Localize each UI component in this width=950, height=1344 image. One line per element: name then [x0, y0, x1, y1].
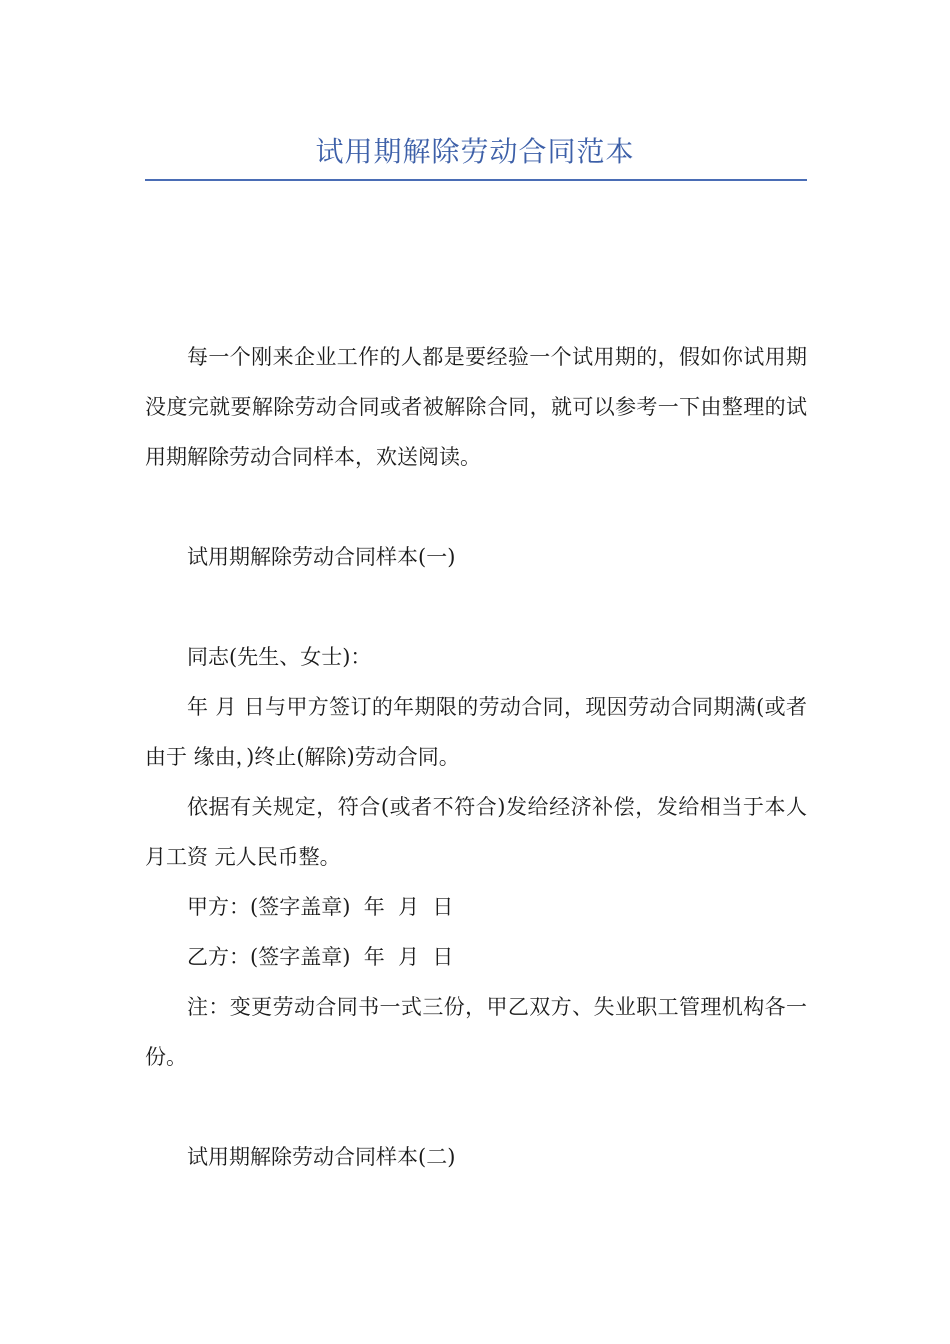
sample1-heading: 试用期解除劳动合同样本(一): [187, 545, 456, 569]
sample1-greeting: 同志(先生、女士)：: [187, 645, 372, 669]
sample1-body: [145, 632, 807, 1082]
sample2-heading: 试用期解除劳动合同样本(二): [187, 1145, 456, 1169]
sample1-heading-block: [145, 532, 807, 582]
sample1-party-b-signature: 乙方：(签字盖章) 年 月 日: [187, 945, 454, 969]
sample2-heading-block: [145, 1132, 807, 1182]
sample1-party-a-signature: 甲方：(签字盖章) 年 月 日: [187, 895, 454, 919]
intro-paragraph: 每一个刚来企业工作的人都是要经验一个试用期的，假如你试用期没度完就要解除劳动合同或者被解除合同，就可以参考一下由整理的试用期解除劳动合同样本，欢送阅读。: [145, 345, 807, 469]
sample1-paragraph-2: 依据有关规定，符合(或者不符合)发给经济补偿，发给相当于本人 月工资 元人民币整。: [145, 795, 807, 869]
intro-section: [145, 332, 807, 482]
title-underline: [145, 179, 807, 181]
sample1-paragraph-1: 年 月 日与甲方签订的年期限的劳动合同，现因劳动合同期满(或者由于 缘由，)终止(解除)劳动合同。: [145, 695, 807, 769]
document-title: 试用期解除劳动合同范本: [315, 135, 635, 168]
sample1-note: 注：变更劳动合同书一式三份，甲乙双方、失业职工管理机构各一份。: [145, 995, 807, 1069]
